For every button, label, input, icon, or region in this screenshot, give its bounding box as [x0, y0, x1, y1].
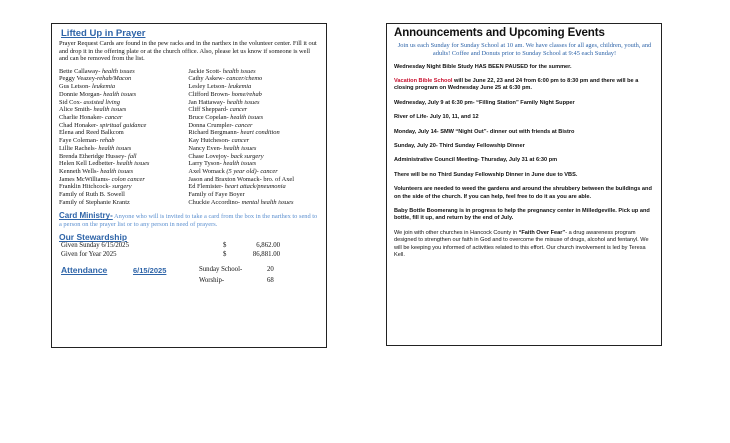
prayer-condition: health issues [93, 106, 127, 114]
announcement-list [394, 64, 655, 223]
given-sunday-amount: 6,862.00 [256, 242, 280, 250]
prayer-list [59, 68, 320, 207]
prayer-entry [188, 83, 320, 91]
prayer-name: Family of Ruth B. Sowell [59, 191, 125, 199]
prayer-name: Chad Honaker- [59, 121, 100, 129]
prayer-name: Kay Hutcheson- [188, 137, 232, 145]
prayer-entry [59, 114, 184, 122]
prayer-condition: fall [128, 152, 137, 160]
prayer-name: Charlie Honaker- [59, 114, 106, 121]
attendance-title: Attendance [61, 265, 108, 276]
prayer-entry [59, 129, 184, 137]
faith-over-fear-title: “Faith Over Fear” [518, 229, 566, 236]
prayer-name: Helen Kell Ledbetter- [59, 160, 117, 168]
prayer-name: Sid Cox- [59, 98, 84, 106]
prayer-name: Chase Lovejoy- [188, 152, 231, 160]
given-sunday-label: Given Sunday 6/15/2025 [61, 242, 129, 250]
prayer-condition: rehab [99, 137, 115, 145]
prayer-name: Kenneth Wells- [59, 167, 101, 175]
announcements-title: Announcements and Upcoming Events [394, 27, 605, 39]
prayer-entry [59, 199, 184, 207]
prayer-condition: health issues [116, 160, 150, 168]
announcement-text: Baby Bottle Boomerang is in progress to help the pregnancy center in Milledgeville. Pick up and bottle, fill it up, and return by the end of July. [394, 208, 650, 222]
faith-over-fear-item [394, 230, 655, 260]
faith-over-fear-post: - a drug awareness program designed to strengthen our faith in God and to overcome the misuse of drugs, alcohol and fentanyl. We will be keeping you informed of activities related to this effort. Our church involvement is led by Teresa Kell. [394, 229, 649, 259]
prayer-name: Larry Tyson- [188, 160, 224, 168]
prayer-condition: heart attack/pneumonia [224, 183, 286, 191]
prayer-name: Donna Crumpler- [188, 121, 236, 129]
announcements-panel [386, 23, 662, 346]
announcement-item [394, 64, 655, 71]
prayer-name: Brenda Etheridge Hussey- [59, 152, 129, 160]
prayer-entry [188, 129, 320, 137]
prayer-condition: back surgery [230, 152, 264, 160]
prayer-entry [188, 191, 320, 199]
announcement-text: There will be no Third Sunday Fellowship Dinner in June due to VBS. [394, 171, 578, 178]
prayer-entry [59, 191, 184, 199]
prayer-entry [59, 160, 184, 168]
worship-count: 68 [267, 277, 274, 285]
announcement-highlight: Vacation Bible School [394, 78, 453, 84]
prayer-name: Lesley Letson- [188, 83, 229, 91]
faith-over-fear-pre: We join with other churches in Hancock County in [394, 229, 519, 236]
prayer-name: Nancy Even- [188, 144, 224, 152]
announcement-item [394, 172, 655, 179]
prayer-name: James McWilliams- [59, 175, 112, 183]
announcement-item [394, 78, 655, 93]
announcement-text: Sunday, July 20- Third Sunday Fellowship Dinner [394, 143, 525, 150]
prayer-condition: surgery [112, 183, 132, 191]
given-year-amount: 86,881.00 [252, 251, 280, 259]
prayer-entry [59, 153, 184, 161]
prayer-entry [188, 168, 320, 176]
card-ministry-text: Anyone who will is invited to take a card from the box in the narthex to send to a person on the prayer list or to any person in need of prayers. [59, 213, 318, 228]
sunday-school-count: 20 [267, 266, 274, 274]
prayer-condition: health issues [223, 160, 257, 168]
prayer-entry [59, 176, 184, 184]
prayer-condition: cancer [229, 106, 248, 114]
prayer-entry [188, 160, 320, 168]
announcement-text: Administrative Council Meeting- Thursday, July 31 at 6:30 pm [394, 157, 558, 164]
prayer-name: Axel Womack [188, 167, 227, 175]
prayer-name: Faye Coleman- [59, 137, 100, 145]
announcement-item [394, 157, 655, 164]
prayer-condition: assisted living [83, 98, 120, 106]
card-ministry [59, 212, 320, 228]
announcement-item [394, 129, 655, 136]
prayer-entry [59, 83, 184, 91]
prayer-entry [188, 183, 320, 191]
prayer-entry [59, 183, 184, 191]
announcement-text: will be June 22, 23 and 24 from 6:00 pm to 8:30 pm and there will be a closing program on Wednesday June 25 at 6:30 pm. [394, 78, 639, 92]
prayer-entry [59, 75, 184, 83]
prayer-title: Lifted Up in Prayer [61, 28, 146, 39]
prayer-condition: cancer [231, 137, 250, 145]
prayer-entry [188, 75, 320, 83]
stewardship-title: Our Stewardship [59, 232, 128, 243]
given-year-row [59, 251, 320, 260]
prayer-entry [188, 137, 320, 145]
prayer-entry [59, 68, 184, 76]
prayer-entry [59, 145, 184, 153]
prayer-condition: spiritual guidance [99, 121, 147, 129]
prayer-entry [188, 68, 320, 76]
prayer-condition: rehab/Macon [97, 75, 132, 83]
announcement-item [394, 208, 655, 223]
prayer-name: Jackie Scott- [188, 67, 223, 75]
prayer-condition: health issues [100, 167, 134, 175]
prayer-condition: health issues [103, 90, 137, 98]
prayer-name: Jan Hattaway- [188, 98, 227, 106]
attendance [59, 265, 320, 289]
prayer-name: Lillie Rachels- [59, 144, 99, 152]
announcement-text: Monday, July 14- SMW “Night Out”- dinner out with friends at Bistro [394, 128, 575, 135]
prayer-condition: health issues [222, 67, 256, 75]
prayer-name: Alice Smith- [59, 106, 94, 114]
prayer-panel [51, 23, 327, 348]
prayer-name: Donnie Morgan- [59, 90, 104, 98]
prayer-entry [188, 91, 320, 99]
prayer-condition: (5 year old)- cancer [226, 167, 278, 175]
prayer-name: Gus Letson- [59, 83, 93, 91]
sunday-school-label: Sunday School- [199, 266, 243, 274]
prayer-name: Franklin Hitchcock- [59, 183, 113, 191]
prayer-entry [188, 114, 320, 122]
prayer-name: Bruce Copelan- [188, 114, 231, 121]
prayer-name: Cathy Askew- [188, 75, 227, 83]
given-sunday-row [59, 242, 320, 251]
announcement-item [394, 114, 655, 121]
prayer-entry [59, 106, 184, 114]
prayer-condition: health issues [223, 144, 257, 152]
prayer-entry [59, 168, 184, 176]
currency-symbol: $ [223, 251, 227, 259]
prayer-condition: cancer/chemo [226, 75, 263, 83]
prayer-entry [188, 122, 320, 130]
prayer-name: Jason and Braxton Womack- bro. of Axel [188, 175, 295, 183]
prayer-name: Family of Faye Boyer [188, 191, 245, 199]
prayer-condition: home/rehab [231, 90, 262, 98]
prayer-entry [188, 199, 320, 207]
worship-label: Worship- [199, 277, 225, 285]
prayer-name: Bette Callaway- [59, 67, 102, 75]
prayer-name: Peggy Veazey- [59, 75, 98, 83]
prayer-condition: cancer [105, 114, 123, 121]
prayer-condition: health issues [98, 144, 132, 152]
given-year-label: Given for Year 2025 [61, 251, 117, 259]
prayer-condition: mental health issues [241, 198, 294, 206]
prayer-condition: health issues [226, 98, 260, 106]
announcement-item [394, 143, 655, 150]
prayer-name: Cliff Sheppard- [188, 106, 230, 114]
currency-symbol: $ [223, 242, 227, 250]
prayer-name: Richard Bergmann- [188, 129, 241, 137]
prayer-condition: colon cancer [111, 175, 145, 183]
prayer-entry [188, 99, 320, 107]
prayer-condition: heart condition [240, 129, 280, 137]
prayer-condition: health issues [230, 114, 264, 121]
prayer-condition: cancer [235, 121, 253, 129]
prayer-entry [188, 106, 320, 114]
announcement-text: Wednesday Night Bible Study HAS BEEN PAUSED for the summer. [394, 63, 572, 70]
card-ministry-title: Card Ministry- [59, 211, 113, 221]
sunday-school-intro: Join us each Sunday for Sunday School at 10 am. We have classes for all ages, children, youth, and adults! Coffee and Donuts prior to Sunday School at 9:45 each Sunday! [397, 42, 652, 57]
prayer-entry [188, 176, 320, 184]
announcement-text: River of Life- July 10, 11, and 12 [394, 114, 479, 121]
prayer-name: Chuckie Accordino- [188, 198, 242, 206]
prayer-name: Ed Flemister- [188, 183, 225, 191]
prayer-entry [188, 153, 320, 161]
announcement-text: Wednesday, July 9 at 6:30 pm- “Filling Station” Family Night Supper [394, 99, 575, 106]
prayer-entry [59, 99, 184, 107]
prayer-name: Elena and Reed Balkcom [59, 129, 124, 137]
prayer-entry [59, 137, 184, 145]
prayer-name: Family of Stephanie Krantz [59, 198, 130, 206]
prayer-condition: health issues [101, 67, 135, 75]
prayer-intro: Prayer Request Cards are found in the pew racks and in the narthex in the volunteer center. Fill it out and drop it in the offering plate or at the church office. Also, please let us know if someone is well and can be removed from the list. [59, 40, 317, 63]
prayer-entry [59, 91, 184, 99]
prayer-condition: leukemia [228, 83, 252, 91]
attendance-date: 6/15/2025 [133, 266, 167, 276]
prayer-name: Clifford Brown- [188, 90, 232, 98]
announcement-item [394, 100, 655, 107]
prayer-entry [59, 122, 184, 130]
prayer-entry [188, 145, 320, 153]
announcement-text: Volunteers are needed to weed the gardens and around the shrubbery between the buildings and on the side of the church. If you can help, feel free to do it as you are able. [394, 186, 652, 200]
prayer-condition: leukemia [92, 83, 116, 91]
announcement-item [394, 186, 655, 201]
